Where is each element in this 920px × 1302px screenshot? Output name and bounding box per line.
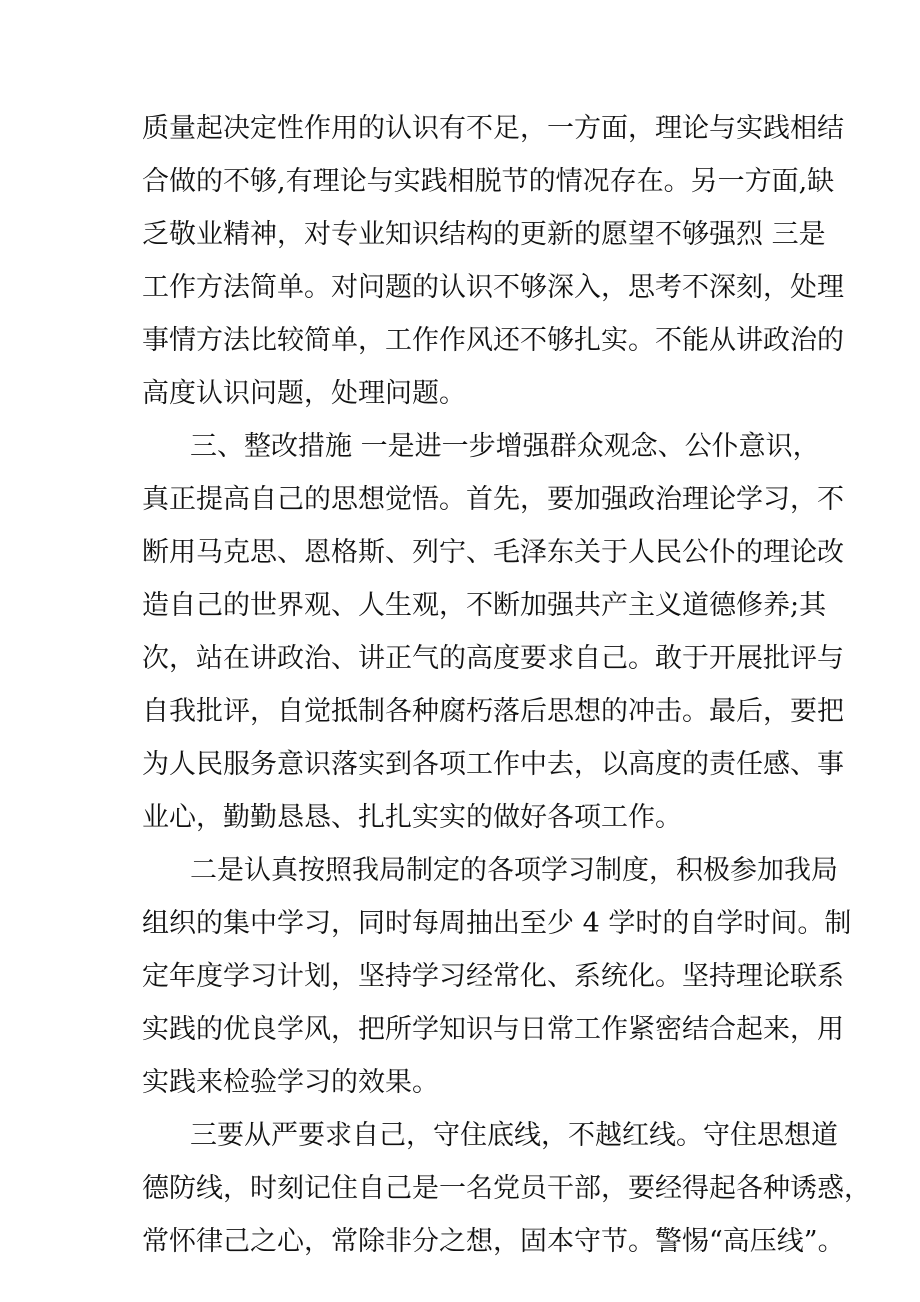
paragraph-line: 合做的不够,有理论与实践相脱节的情况存在。另一方面,缺 <box>142 166 835 197</box>
paragraph-line: 质量起决定性作用的认识有不足，一方面，理论与实践相结 <box>142 113 844 144</box>
paragraph-line: 真正提高自己的思想觉悟。首先，要加强政治理论学习，不 <box>142 484 844 515</box>
paragraph-line: 德防线，时刻记住自己是一名党员干部，要经得起各种诱惑， <box>142 1173 871 1204</box>
paragraph-line: 三要从严要求自己，守住底线，不越红线。守住思想道 <box>190 1120 838 1151</box>
paragraph-line: 乏敬业精神，对专业知识结构的更新的愿望不够强烈 三是 <box>142 219 826 250</box>
document-body <box>142 102 871 1268</box>
paragraph-line: 实践的优良学风，把所学知识与日常工作紧密结合起来，用 <box>142 1014 844 1045</box>
paragraph-line: 组织的集中学习，同时每周抽出至少 4 学时的自学时间。制 <box>142 908 852 939</box>
paragraph-line: 为人民服务意识落实到各项工作中去，以高度的责任感、事 <box>142 749 844 780</box>
paragraph-line: 断用马克思、恩格斯、列宁、毛泽东关于人民公仆的理论改 <box>142 537 844 568</box>
paragraph-line: 工作方法简单。对问题的认识不够深入，思考不深刻，处理 <box>142 272 844 303</box>
paragraph-line: 二是认真按照我局制定的各项学习制度，积极参加我局 <box>190 855 838 886</box>
paragraph-line: 定年度学习计划，坚持学习经常化、系统化。坚持理论联系 <box>142 961 844 992</box>
paragraph-line: 三、整改措施 一是进一步增强群众观念、公仆意识， <box>190 431 820 462</box>
paragraph-line: 造自己的世界观、人生观，不断加强共产主义道德修养;其 <box>142 590 827 621</box>
paragraph-line: 次，站在讲政治、讲正气的高度要求自己。敢于开展批评与 <box>142 643 844 674</box>
paragraph-line: 常怀律己之心，常除非分之想，固本守节。警惕“高压线”。 <box>142 1226 845 1257</box>
paragraph-line: 业心，勤勤恳恳、扎扎实实的做好各项工作。 <box>142 802 682 833</box>
paragraph-line: 事情方法比较简单，工作作风还不够扎实。不能从讲政治的 <box>142 325 844 356</box>
paragraph-line: 实践来检验学习的效果。 <box>142 1067 439 1098</box>
paragraph-line: 高度认识问题，处理问题。 <box>142 378 466 409</box>
paragraph-line: 自我批评，自觉抵制各种腐朽落后思想的冲击。最后，要把 <box>142 696 844 727</box>
